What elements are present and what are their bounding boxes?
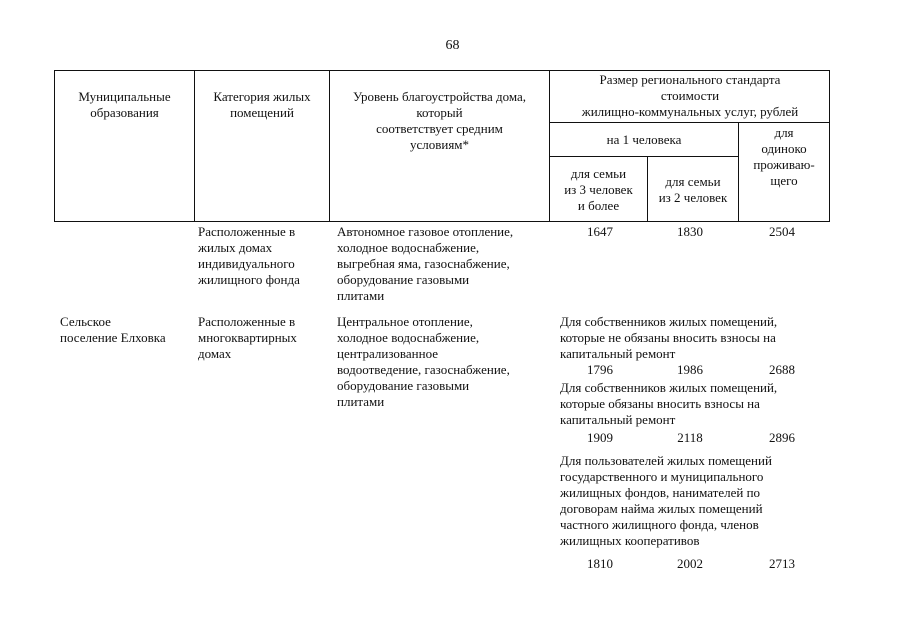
header-family-2: для семьи из 2 человек: [658, 174, 728, 205]
header-border-bottom: [54, 221, 830, 222]
row2-group1-single: 2688: [769, 362, 795, 377]
row2-group3-single: 2713: [769, 556, 795, 571]
row2-group2-single: 2896: [769, 430, 795, 445]
row1-category: Расположенные в жилых домах индивидуального жилищного фонда: [198, 224, 300, 287]
row2-municipality: Сельское поселение Елховка: [60, 314, 166, 345]
row2-group2-family2: 2118: [677, 430, 703, 445]
header-municipality: Муниципальные образования: [78, 89, 171, 120]
row2-level: Центральное отопление, холодное водоснабжение, централизованное водоотведение, газоснабжение, оборудование газовыми плитами: [337, 314, 510, 409]
header-per-person: на 1 человека: [606, 132, 682, 147]
row2-group2-label: Для собственников жилых помещений, которые обязаны вносить взносы на капитальный ремонт: [560, 380, 778, 427]
row1-single-value: 2504: [769, 224, 795, 239]
row2-group1-family3: 1796: [587, 362, 613, 377]
row2-group3-label: Для пользователей жилых помещений государственного и муниципального жилищных фондов, нанимателей по договорам найма жилых помещений частного жилищного фонда, членов жилищных кооперативов: [560, 453, 772, 548]
row1-level: Автономное газовое отопление, холодное водоснабжение, выгребная яма, газоснабжение, оборудование газовыми плитами: [337, 224, 514, 303]
header-group-rule: [549, 122, 830, 123]
row1-family3-value: 1647: [587, 224, 613, 239]
header-standard-size: Размер регионального стандарта стоимости жилищно-коммунальных услуг, рублей: [581, 72, 799, 119]
header-level: Уровень благоустройства дома, который соответствует средним условиям*: [352, 89, 527, 152]
header-single: для одиноко проживаю- щего: [753, 125, 815, 188]
row2-group3-family3: 1810: [587, 556, 613, 571]
row1-family2-value: 1830: [677, 224, 703, 239]
row2-group1-family2: 1986: [677, 362, 703, 377]
header-per-person-rule: [549, 156, 738, 157]
header-category: Категория жилых помещений: [213, 89, 311, 120]
page-number: 68: [445, 38, 460, 53]
table-header: [54, 70, 830, 222]
header-family-3: для семьи из 3 человек и более: [564, 166, 633, 213]
row2-group3-family2: 2002: [677, 556, 703, 571]
header-border-left: [54, 70, 55, 222]
row2-group2-family3: 1909: [587, 430, 613, 445]
row2-category: Расположенные в многоквартирных домах: [198, 314, 297, 361]
header-border-top: [54, 70, 830, 71]
row2-group1-label: Для собственников жилых помещений, которые не обязаны вносить взносы на капитальный ремонт: [560, 314, 778, 361]
